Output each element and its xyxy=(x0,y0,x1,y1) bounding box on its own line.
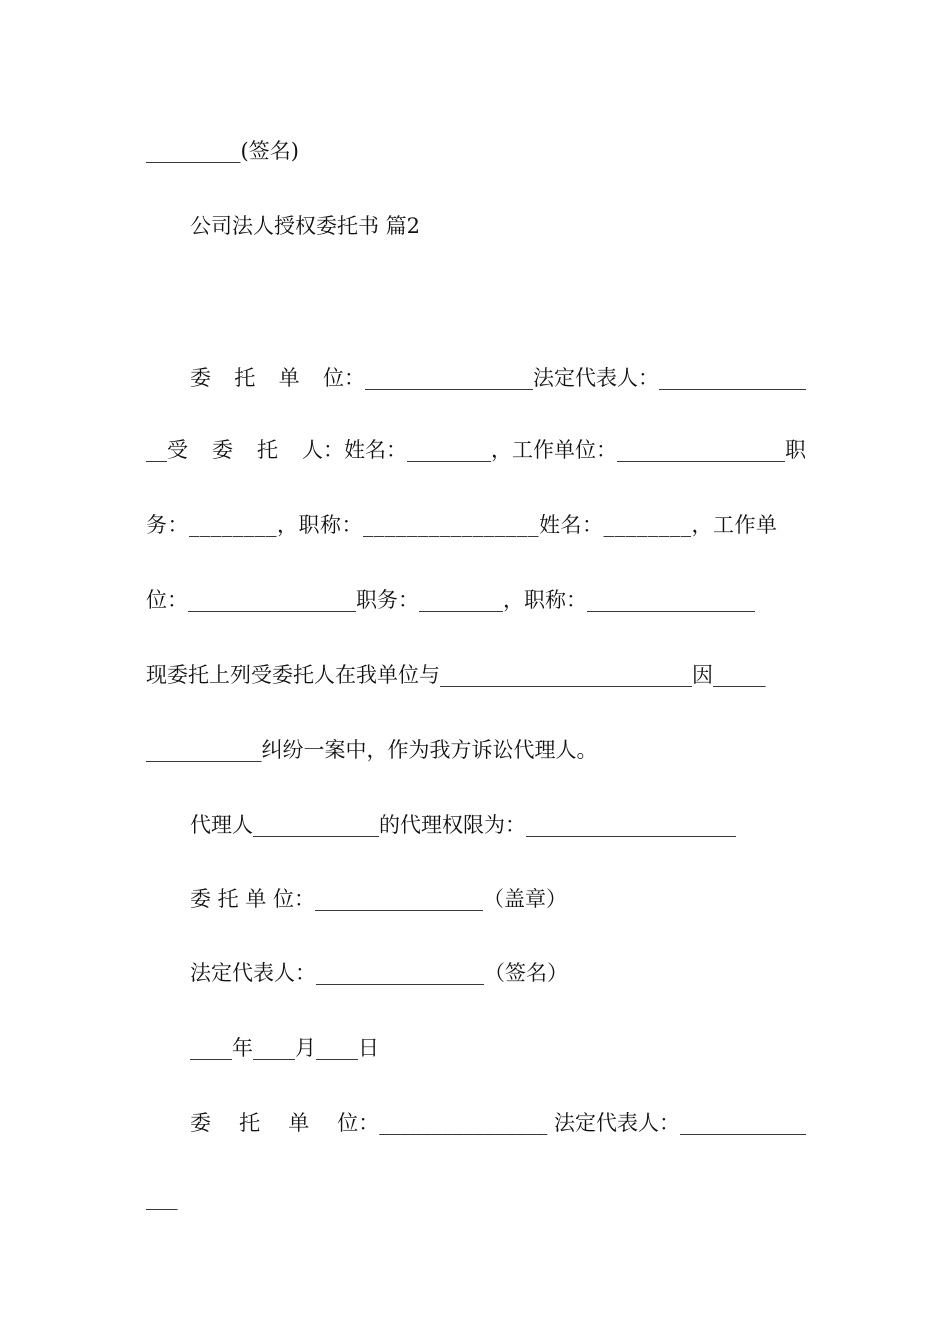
text-token: 位：________________法定代表人：______________ xyxy=(322,366,806,390)
trailing-underline: ___ xyxy=(146,1186,178,1210)
text-token: 位：________________ 法定代表人：____________ xyxy=(337,1111,806,1135)
paragraph-line-dispute: ___________纠纷一案中，作为我方诉讼代理人。 xyxy=(146,738,598,762)
text-token: 人：姓名：________，工作单位：________________职 xyxy=(302,438,806,462)
text-token: 托 xyxy=(239,1111,261,1135)
paragraph-line-entrusting-unit-2 xyxy=(146,1108,806,1138)
entrusting-unit-seal-line: 委 托 单 位：________________（盖章） xyxy=(190,887,568,911)
paragraph-line-duty xyxy=(146,510,806,540)
text-token: 务：________，职称：________________姓名：________，工作单 xyxy=(146,513,778,537)
signature-line: _________(签名) xyxy=(146,139,299,163)
text-token: 单 xyxy=(288,1111,310,1135)
text-token: 托 xyxy=(257,438,278,462)
text-token: 单 xyxy=(278,366,300,390)
paragraph-line-entrusting-unit xyxy=(146,363,806,393)
text-token: 委 xyxy=(190,366,211,390)
agent-authority-line: 代理人____________的代理权限为：____________________ xyxy=(190,813,736,837)
text-token: 委 xyxy=(212,438,233,462)
text-token: 托 xyxy=(234,366,256,390)
text-token: 现委托上列受委托人在我单位与________________________因_____ xyxy=(146,663,766,687)
paragraph-line-position xyxy=(146,585,806,615)
paragraph-line-trustee xyxy=(146,435,806,465)
date-line: ____年____月____日 xyxy=(190,1036,379,1060)
text-token: __受 xyxy=(146,438,188,462)
text-token: 位：________________职务：________，职称：________________ xyxy=(146,588,755,612)
paragraph-line-entrust xyxy=(146,660,806,690)
text-token: 委 xyxy=(190,1111,211,1135)
legal-rep-signature-line: 法定代表人：________________（签名） xyxy=(190,961,568,985)
section-title: 公司法人授权委托书 篇2 xyxy=(190,214,421,238)
